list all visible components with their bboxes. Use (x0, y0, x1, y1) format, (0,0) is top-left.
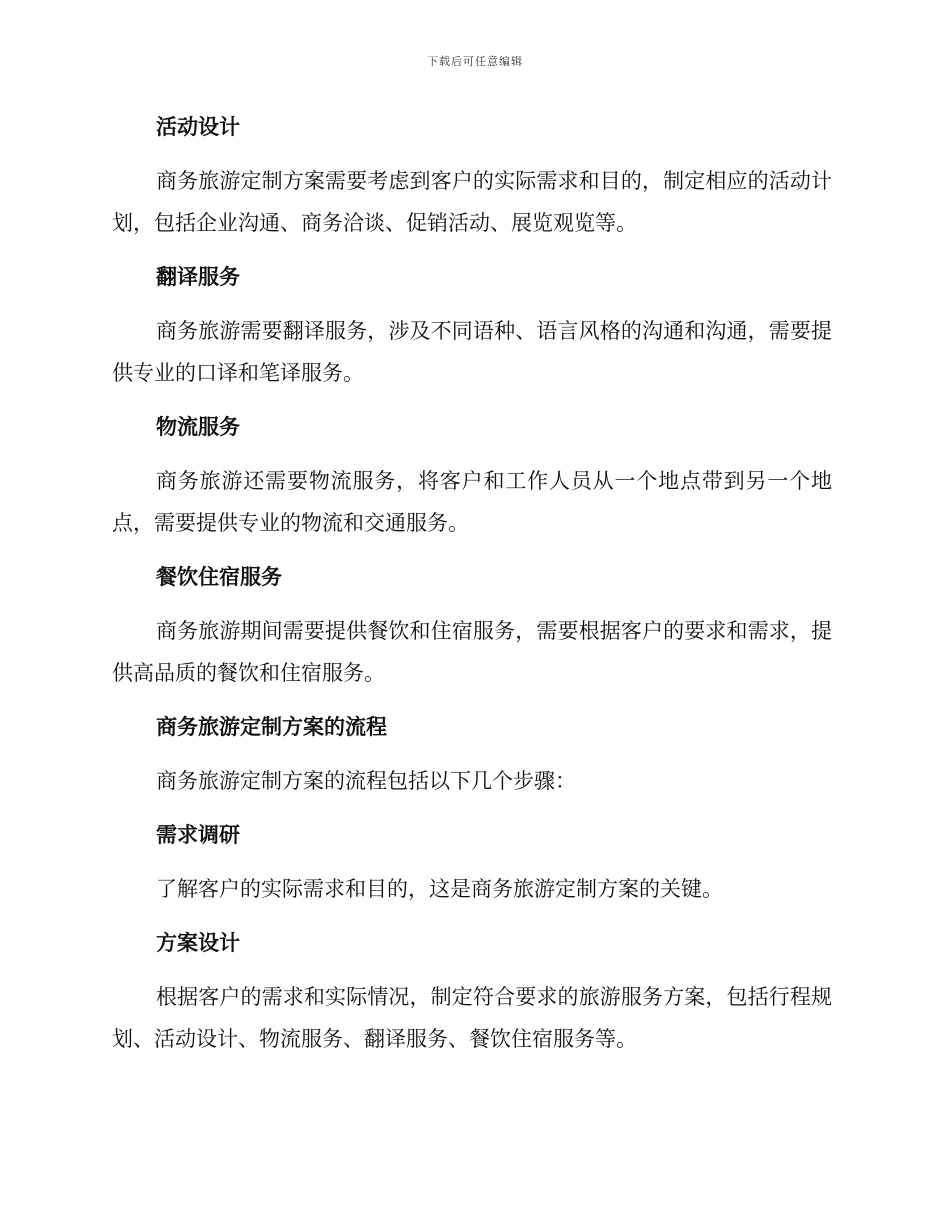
section-body-process: 商务旅游定制方案的流程包括以下几个步骤： (156, 769, 576, 793)
section-body-dining-lodging-service: 商务旅游期间需要提供餐饮和住宿服务，需要根据客户的要求和需求，提供高品质的餐饮和住宿服务。 (112, 619, 832, 685)
section-body-translation-service: 商务旅游需要翻译服务，涉及不同语种、语言风格的沟通和沟通，需要提供专业的口译和笔译服务。 (112, 319, 832, 385)
section-heading-plan-design: 方案设计 (156, 930, 240, 955)
section-heading-dining-lodging-service: 餐饮住宿服务 (156, 564, 282, 589)
section-body-plan-design: 根据客户的需求和实际情况，制定符合要求的旅游服务方案，包括行程规划、活动设计、物流服务、翻译服务、餐饮住宿服务等。 (112, 985, 832, 1051)
section-heading-logistics-service: 物流服务 (156, 414, 240, 439)
section-heading-activity-design: 活动设计 (156, 114, 240, 139)
page-header: 下载后可任意编辑 (427, 55, 523, 68)
document-content (112, 108, 832, 1074)
section-body-needs-research: 了解客户的实际需求和目的，这是商务旅游定制方案的关键。 (156, 877, 723, 901)
section-heading-needs-research: 需求调研 (156, 822, 240, 847)
section-heading-translation-service: 翻译服务 (156, 264, 240, 289)
section-body-logistics-service: 商务旅游还需要物流服务，将客户和工作人员从一个地点带到另一个地点，需要提供专业的物流和交通服务。 (112, 469, 832, 535)
section-heading-process: 商务旅游定制方案的流程 (156, 714, 387, 739)
section-body-activity-design: 商务旅游定制方案需要考虑到客户的实际需求和目的，制定相应的活动计划，包括企业沟通、商务洽谈、促销活动、展览观览等。 (112, 169, 832, 235)
